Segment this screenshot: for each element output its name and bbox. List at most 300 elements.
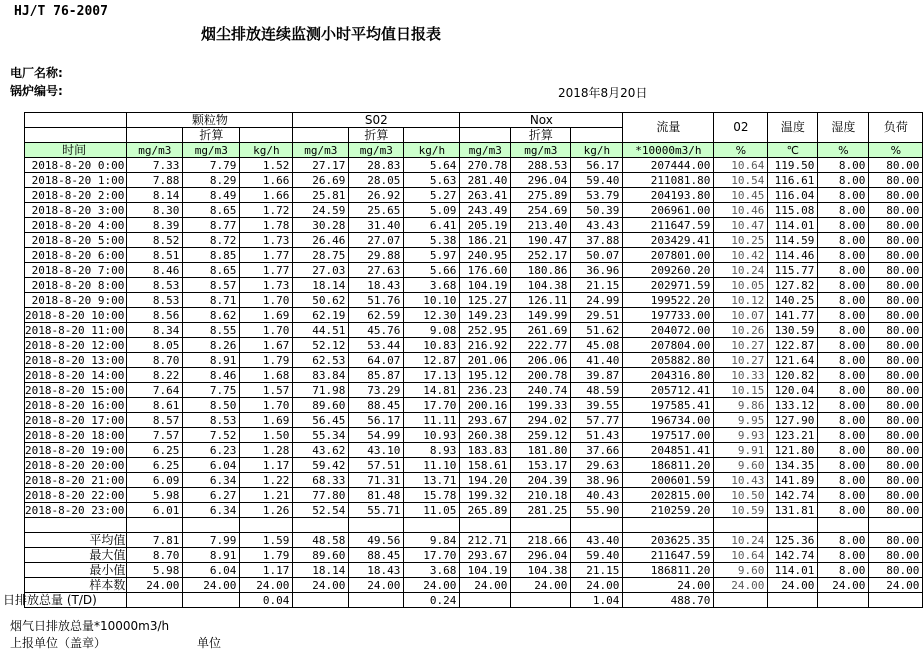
value-cell: 43.40 <box>571 533 623 548</box>
blank-cell <box>404 518 460 533</box>
value-cell: 207801.00 <box>623 248 714 263</box>
value-cell: 115.77 <box>768 263 818 278</box>
value-cell: 68.33 <box>293 473 349 488</box>
value-cell: 24.00 <box>183 578 240 593</box>
value-cell: 116.04 <box>768 188 818 203</box>
summary-row <box>25 548 923 563</box>
value-cell: 36.96 <box>571 263 623 278</box>
report-date: 2018年8月20日 <box>558 86 648 100</box>
blank-cell <box>768 518 818 533</box>
value-cell: 243.49 <box>460 203 511 218</box>
value-cell: 8.51 <box>127 248 183 263</box>
table-row <box>25 278 923 293</box>
value-cell: 24.00 <box>460 578 511 593</box>
value-cell: 28.05 <box>349 173 404 188</box>
value-cell: 17.70 <box>404 548 460 563</box>
value-cell: 5.64 <box>404 158 460 173</box>
value-cell: 10.07 <box>714 308 768 323</box>
blank-cell <box>127 518 183 533</box>
plant-name-label: 电厂名称: <box>10 66 63 80</box>
value-cell: 80.00 <box>869 383 923 398</box>
value-cell: 1.70 <box>240 323 293 338</box>
time-cell: 2018-8-20 5:00 <box>25 233 127 248</box>
unit-load: % <box>869 143 923 158</box>
blank-cell <box>25 113 127 128</box>
value-cell: 125.36 <box>768 533 818 548</box>
value-cell: 10.43 <box>714 473 768 488</box>
value-cell: 49.56 <box>349 533 404 548</box>
value-cell: 59.42 <box>293 458 349 473</box>
value-cell: 43.62 <box>293 443 349 458</box>
value-cell: 8.00 <box>818 383 869 398</box>
time-cell: 2018-8-20 4:00 <box>25 218 127 233</box>
value-cell: 207804.00 <box>623 338 714 353</box>
value-cell: 1.21 <box>240 488 293 503</box>
value-cell: 10.47 <box>714 218 768 233</box>
value-cell: 8.00 <box>818 188 869 203</box>
value-cell: 204.39 <box>511 473 571 488</box>
summary-row <box>25 533 923 548</box>
value-cell: 10.83 <box>404 338 460 353</box>
value-cell: 119.50 <box>768 158 818 173</box>
value-cell: 8.62 <box>183 308 240 323</box>
value-cell: 8.53 <box>127 293 183 308</box>
table-row <box>25 308 923 323</box>
value-cell: 296.04 <box>511 548 571 563</box>
value-cell: 196734.00 <box>623 413 714 428</box>
value-cell: 51.76 <box>349 293 404 308</box>
unit-kg: kg/h <box>240 143 293 158</box>
value-cell: 80.00 <box>869 218 923 233</box>
value-cell: 281.40 <box>460 173 511 188</box>
value-cell: 80.00 <box>869 443 923 458</box>
value-cell: 27.63 <box>349 263 404 278</box>
value-cell: 9.60 <box>714 458 768 473</box>
value-cell: 24.00 <box>404 578 460 593</box>
reporting-unit-label: 上报单位（盖章） <box>10 636 107 650</box>
unit-kg: kg/h <box>571 143 623 158</box>
value-cell: 114.59 <box>768 233 818 248</box>
value-cell: 55.90 <box>571 503 623 518</box>
value-cell: 9.86 <box>714 398 768 413</box>
value-cell: 53.79 <box>571 188 623 203</box>
value-cell: 254.69 <box>511 203 571 218</box>
value-cell: 203429.41 <box>623 233 714 248</box>
value-cell: 8.71 <box>183 293 240 308</box>
value-cell: 202815.00 <box>623 488 714 503</box>
time-cell: 2018-8-20 12:00 <box>25 338 127 353</box>
value-cell: 125.27 <box>460 293 511 308</box>
value-cell: 10.64 <box>714 158 768 173</box>
value-cell: 53.44 <box>349 338 404 353</box>
value-cell: 29.51 <box>571 308 623 323</box>
value-cell: 48.58 <box>293 533 349 548</box>
value-cell: 80.00 <box>869 413 923 428</box>
value-cell: 204316.80 <box>623 368 714 383</box>
table-row <box>25 368 923 383</box>
value-cell: 186811.20 <box>623 458 714 473</box>
summary-row <box>25 578 923 593</box>
value-cell: 206961.00 <box>623 203 714 218</box>
value-cell: 275.89 <box>511 188 571 203</box>
value-cell: 80.00 <box>869 548 923 563</box>
value-cell: 1.26 <box>240 503 293 518</box>
value-cell: 10.45 <box>714 188 768 203</box>
value-cell: 0.04 <box>240 593 293 608</box>
value-cell: 56.17 <box>349 413 404 428</box>
value-cell: 211647.59 <box>623 218 714 233</box>
col-load: 负荷 <box>869 113 923 143</box>
table-row <box>25 218 923 233</box>
value-cell: 281.25 <box>511 503 571 518</box>
value-cell: 252.95 <box>460 323 511 338</box>
value-cell: 8.00 <box>818 413 869 428</box>
time-cell: 2018-8-20 3:00 <box>25 203 127 218</box>
table-row <box>25 413 923 428</box>
table-row <box>25 323 923 338</box>
value-cell: 270.78 <box>460 158 511 173</box>
value-cell: 204193.80 <box>623 188 714 203</box>
value-cell: 10.12 <box>714 293 768 308</box>
value-cell: 59.40 <box>571 173 623 188</box>
value-cell: 259.12 <box>511 428 571 443</box>
value-cell: 12.87 <box>404 353 460 368</box>
value-cell: 9.95 <box>714 413 768 428</box>
unit-mg: mg/m3 <box>127 143 183 158</box>
value-cell: 6.23 <box>183 443 240 458</box>
value-cell: 9.84 <box>404 533 460 548</box>
header-row-units <box>25 143 923 158</box>
value-cell: 1.04 <box>571 593 623 608</box>
value-cell: 1.22 <box>240 473 293 488</box>
value-cell: 10.33 <box>714 368 768 383</box>
value-cell: 80.00 <box>869 458 923 473</box>
time-cell: 2018-8-20 1:00 <box>25 173 127 188</box>
value-cell: 24.00 <box>349 578 404 593</box>
value-cell: 104.38 <box>511 563 571 578</box>
value-cell: 288.53 <box>511 158 571 173</box>
value-cell: 222.77 <box>511 338 571 353</box>
value-cell: 1.52 <box>240 158 293 173</box>
table-row <box>25 353 923 368</box>
table-row <box>25 398 923 413</box>
value-cell: 5.63 <box>404 173 460 188</box>
value-cell: 10.93 <box>404 428 460 443</box>
value-cell: 11.10 <box>404 458 460 473</box>
value-cell: 294.02 <box>511 413 571 428</box>
value-cell: 10.26 <box>714 323 768 338</box>
unit-kg: kg/h <box>404 143 460 158</box>
value-cell <box>349 593 404 608</box>
col-temperature: 温度 <box>768 113 818 143</box>
value-cell: 24.00 <box>240 578 293 593</box>
value-cell: 8.57 <box>183 278 240 293</box>
value-cell: 7.75 <box>183 383 240 398</box>
header-row-groups <box>25 113 923 128</box>
value-cell: 71.98 <box>293 383 349 398</box>
value-cell: 8.00 <box>818 278 869 293</box>
value-cell: 18.14 <box>293 278 349 293</box>
value-cell: 8.00 <box>818 488 869 503</box>
value-cell: 180.86 <box>511 263 571 278</box>
time-cell: 2018-8-20 13:00 <box>25 353 127 368</box>
value-cell: 120.04 <box>768 383 818 398</box>
value-cell: 8.30 <box>127 203 183 218</box>
value-cell: 10.59 <box>714 503 768 518</box>
converted-label: 折算 <box>511 128 571 143</box>
value-cell: 52.54 <box>293 503 349 518</box>
value-cell: 0.24 <box>404 593 460 608</box>
blank-cell <box>183 518 240 533</box>
value-cell: 80.00 <box>869 308 923 323</box>
value-cell: 252.17 <box>511 248 571 263</box>
summary-row <box>25 593 923 608</box>
value-cell: 80.00 <box>869 278 923 293</box>
time-cell: 2018-8-20 15:00 <box>25 383 127 398</box>
time-cell: 2018-8-20 6:00 <box>25 248 127 263</box>
value-cell: 114.01 <box>768 563 818 578</box>
value-cell: 80.00 <box>869 188 923 203</box>
time-cell: 2018-8-20 17:00 <box>25 413 127 428</box>
value-cell: 121.80 <box>768 443 818 458</box>
time-cell: 2018-8-20 22:00 <box>25 488 127 503</box>
value-cell: 8.61 <box>127 398 183 413</box>
value-cell: 8.26 <box>183 338 240 353</box>
value-cell: 8.00 <box>818 308 869 323</box>
value-cell: 62.53 <box>293 353 349 368</box>
value-cell: 88.45 <box>349 398 404 413</box>
table-row <box>25 158 923 173</box>
value-cell: 200.16 <box>460 398 511 413</box>
value-cell: 236.23 <box>460 383 511 398</box>
value-cell: 5.66 <box>404 263 460 278</box>
group-particulate: 颗粒物 <box>127 113 293 128</box>
value-cell: 1.72 <box>240 203 293 218</box>
value-cell: 26.69 <box>293 173 349 188</box>
value-cell: 7.64 <box>127 383 183 398</box>
blank-cell <box>293 518 349 533</box>
value-cell: 8.00 <box>818 368 869 383</box>
value-cell: 24.99 <box>571 293 623 308</box>
value-cell: 1.69 <box>240 413 293 428</box>
value-cell: 488.70 <box>623 593 714 608</box>
value-cell: 26.92 <box>349 188 404 203</box>
col-humidity: 湿度 <box>818 113 869 143</box>
value-cell: 140.25 <box>768 293 818 308</box>
value-cell: 1.77 <box>240 263 293 278</box>
blank-cell <box>460 128 511 143</box>
time-cell: 2018-8-20 11:00 <box>25 323 127 338</box>
value-cell: 45.08 <box>571 338 623 353</box>
value-cell: 43.10 <box>349 443 404 458</box>
value-cell: 213.40 <box>511 218 571 233</box>
value-cell: 260.38 <box>460 428 511 443</box>
value-cell: 203625.35 <box>623 533 714 548</box>
value-cell: 209260.20 <box>623 263 714 278</box>
value-cell: 10.25 <box>714 233 768 248</box>
group-so2: S02 <box>293 113 460 128</box>
value-cell: 57.51 <box>349 458 404 473</box>
blank-cell <box>25 518 127 533</box>
value-cell: 55.71 <box>349 503 404 518</box>
value-cell: 7.99 <box>183 533 240 548</box>
value-cell: 206.06 <box>511 353 571 368</box>
value-cell: 8.53 <box>127 278 183 293</box>
group-nox: Nox <box>460 113 623 128</box>
value-cell: 73.29 <box>349 383 404 398</box>
unit-flow: *10000m3/h <box>623 143 714 158</box>
value-cell: 27.07 <box>349 233 404 248</box>
boiler-number-label: 锅炉编号: <box>10 84 63 98</box>
value-cell: 265.89 <box>460 503 511 518</box>
converted-label: 折算 <box>349 128 404 143</box>
value-cell: 80.00 <box>869 398 923 413</box>
value-cell: 197517.00 <box>623 428 714 443</box>
value-cell: 6.27 <box>183 488 240 503</box>
value-cell: 5.38 <box>404 233 460 248</box>
value-cell: 13.71 <box>404 473 460 488</box>
value-cell: 134.35 <box>768 458 818 473</box>
value-cell: 263.41 <box>460 188 511 203</box>
value-cell: 10.50 <box>714 488 768 503</box>
blank-cell <box>571 128 623 143</box>
standard-code: HJ/T 76-2007 <box>14 4 108 19</box>
value-cell: 21.15 <box>571 278 623 293</box>
value-cell: 59.40 <box>571 548 623 563</box>
table-head <box>25 113 923 158</box>
flue-gas-total-note: 烟气日排放总量*10000m3/h <box>10 619 170 633</box>
value-cell: 6.01 <box>127 503 183 518</box>
value-cell: 6.41 <box>404 218 460 233</box>
unit-humidity: % <box>818 143 869 158</box>
value-cell: 29.63 <box>571 458 623 473</box>
value-cell: 10.24 <box>714 263 768 278</box>
value-cell: 80.00 <box>869 338 923 353</box>
value-cell: 45.76 <box>349 323 404 338</box>
value-cell: 18.43 <box>349 563 404 578</box>
value-cell: 52.12 <box>293 338 349 353</box>
value-cell: 240.95 <box>460 248 511 263</box>
value-cell: 81.48 <box>349 488 404 503</box>
value-cell: 85.87 <box>349 368 404 383</box>
value-cell <box>768 593 818 608</box>
table-row <box>25 443 923 458</box>
value-cell: 80.00 <box>869 533 923 548</box>
value-cell: 10.27 <box>714 338 768 353</box>
value-cell: 190.47 <box>511 233 571 248</box>
value-cell: 28.83 <box>349 158 404 173</box>
blank-cell <box>349 518 404 533</box>
value-cell: 296.04 <box>511 173 571 188</box>
value-cell: 8.91 <box>183 548 240 563</box>
value-cell: 26.46 <box>293 233 349 248</box>
value-cell: 30.28 <box>293 218 349 233</box>
value-cell: 17.13 <box>404 368 460 383</box>
value-cell: 71.31 <box>349 473 404 488</box>
value-cell: 43.43 <box>571 218 623 233</box>
value-cell: 218.66 <box>511 533 571 548</box>
value-cell: 80.00 <box>869 563 923 578</box>
unit-label: 单位 <box>197 636 222 650</box>
value-cell: 186.21 <box>460 233 511 248</box>
value-cell: 77.80 <box>293 488 349 503</box>
value-cell: 8.93 <box>404 443 460 458</box>
blank-cell <box>818 518 869 533</box>
value-cell <box>714 593 768 608</box>
value-cell: 10.05 <box>714 278 768 293</box>
value-cell: 3.68 <box>404 563 460 578</box>
value-cell: 8.00 <box>818 158 869 173</box>
blank-cell <box>240 128 293 143</box>
value-cell: 10.15 <box>714 383 768 398</box>
value-cell: 104.38 <box>511 278 571 293</box>
value-cell: 1.66 <box>240 173 293 188</box>
value-cell: 240.74 <box>511 383 571 398</box>
value-cell: 1.79 <box>240 548 293 563</box>
unit-mg: mg/m3 <box>349 143 404 158</box>
table-row <box>25 338 923 353</box>
time-cell: 2018-8-20 14:00 <box>25 368 127 383</box>
value-cell: 24.00 <box>818 578 869 593</box>
value-cell: 80.00 <box>869 293 923 308</box>
value-cell: 14.81 <box>404 383 460 398</box>
value-cell: 55.34 <box>293 428 349 443</box>
value-cell: 40.43 <box>571 488 623 503</box>
value-cell: 8.00 <box>818 218 869 233</box>
value-cell: 7.88 <box>127 173 183 188</box>
value-cell: 141.89 <box>768 473 818 488</box>
value-cell: 8.56 <box>127 308 183 323</box>
time-cell: 2018-8-20 16:00 <box>25 398 127 413</box>
value-cell: 1.79 <box>240 353 293 368</box>
value-cell: 8.00 <box>818 338 869 353</box>
value-cell: 25.81 <box>293 188 349 203</box>
value-cell: 8.05 <box>127 338 183 353</box>
value-cell: 1.70 <box>240 293 293 308</box>
emission-report-table <box>3 112 923 608</box>
blank-cell <box>460 518 511 533</box>
unit-mg: mg/m3 <box>183 143 240 158</box>
value-cell: 12.30 <box>404 308 460 323</box>
value-cell: 1.28 <box>240 443 293 458</box>
value-cell: 80.00 <box>869 503 923 518</box>
value-cell: 8.00 <box>818 293 869 308</box>
value-cell: 10.64 <box>714 548 768 563</box>
value-cell: 8.00 <box>818 173 869 188</box>
unit-mg: mg/m3 <box>293 143 349 158</box>
value-cell: 62.59 <box>349 308 404 323</box>
blank-cell <box>404 128 460 143</box>
blank-cell <box>571 518 623 533</box>
value-cell: 8.77 <box>183 218 240 233</box>
value-cell: 1.50 <box>240 428 293 443</box>
value-cell: 126.11 <box>511 293 571 308</box>
value-cell: 8.91 <box>183 353 240 368</box>
value-cell: 176.60 <box>460 263 511 278</box>
value-cell: 7.52 <box>183 428 240 443</box>
value-cell: 8.00 <box>818 203 869 218</box>
table-row <box>25 383 923 398</box>
value-cell: 8.72 <box>183 233 240 248</box>
unit-o2: % <box>714 143 768 158</box>
value-cell: 211081.80 <box>623 173 714 188</box>
value-cell: 199522.20 <box>623 293 714 308</box>
value-cell: 27.03 <box>293 263 349 278</box>
value-cell: 6.25 <box>127 458 183 473</box>
value-cell: 8.00 <box>818 323 869 338</box>
value-cell: 104.19 <box>460 278 511 293</box>
value-cell: 1.78 <box>240 218 293 233</box>
